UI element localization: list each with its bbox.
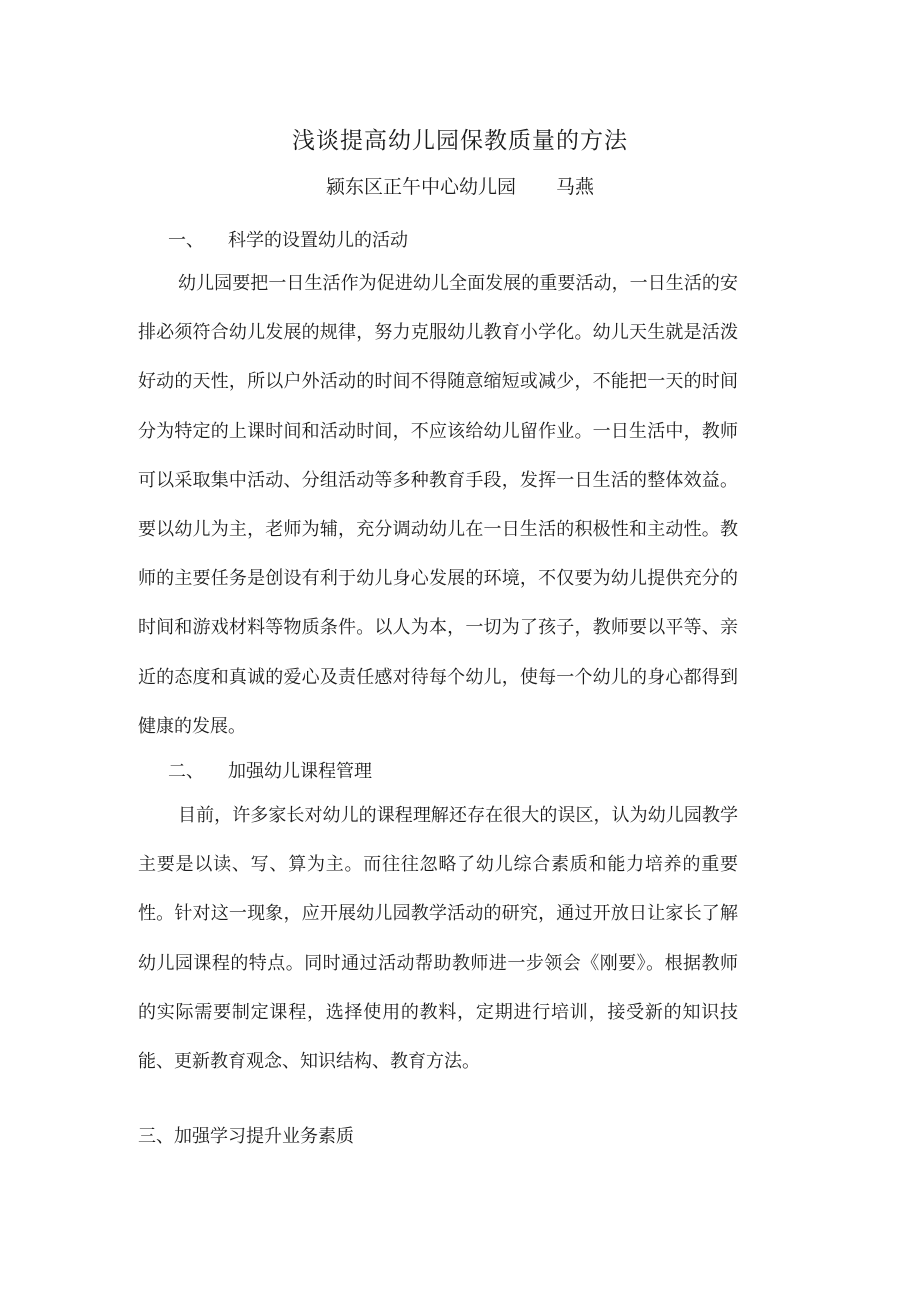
- section-1-paragraph: 幼儿园要把一日生活作为促进幼儿全面发展的重要活动，一日生活的安排必须符合幼儿发展的规律，努力克服幼儿教育小学化。幼儿天生就是活泼好动的天性，所以户外活动的时间不得随意缩短或减少，不能把一天的时间分为特定的上课时间和活动时间，不应该给幼儿留作业。一日生活中，教师可以采取集中活动、分组活动等多种教育手段，发挥一日生活的整体效益。要以幼儿为主，老师为辅，充分调动幼儿在一日生活的积极性和主动性。教师的主要任务是创设有利于幼儿身心发展的环境，不仅要为幼儿提供充分的时间和游戏材料等物质条件。以人为本，一切为了孩子，教师要以平等、亲近的态度和真诚的爱心及责任感对待每个幼儿，使每一个幼儿的身心都得到健康的发展。: [138, 273, 738, 737]
- byline: [0, 172, 920, 199]
- section-2-heading: [168, 757, 372, 783]
- section-1-body: [138, 259, 738, 751]
- section-2-title: 加强幼儿课程管理: [228, 761, 372, 782]
- document-title: 浅谈提高幼儿园保教质量的方法: [292, 128, 628, 154]
- section-1-heading: [168, 226, 408, 252]
- section-2-number: 二、: [168, 761, 204, 782]
- section-2-paragraph: 目前，许多家长对幼儿的课程理解还存在很大的误区，认为幼儿园教学主要是以读、写、算为主。而往往忽略了幼儿综合素质和能力培养的重要性。针对这一现象，应开展幼儿园教学活动的研究，通过开放日让家长了解幼儿园课程的特点。同时通过活动帮助教师进一步领会《刚要》。根据教师的实际需要制定课程，选择使用的教料，定期进行培训，接受新的知识技能、更新教育观念、知识结构、教育方法。: [138, 805, 738, 1073]
- school-name: 颍东区正午中心幼儿园: [325, 176, 516, 198]
- section-1-title: 科学的设置幼儿的活动: [228, 230, 408, 251]
- section-1-number: 一、: [168, 230, 204, 251]
- author-name: 马燕: [556, 176, 595, 198]
- section-2-body: [138, 791, 738, 1086]
- section-3-heading: 三、加强学习提升业务素质: [138, 1126, 354, 1147]
